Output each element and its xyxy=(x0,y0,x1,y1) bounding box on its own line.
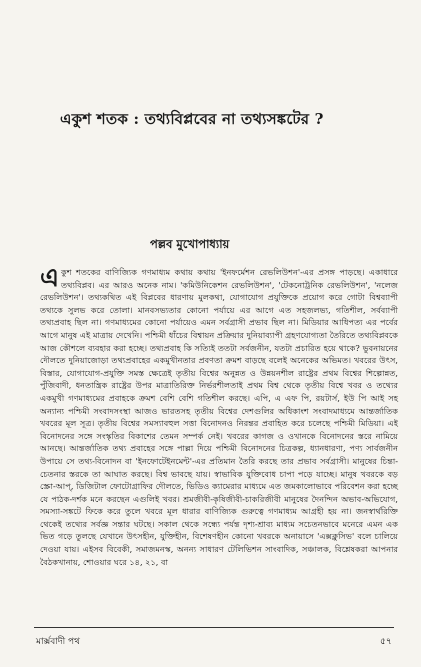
article-title: একুশ শতক : তথ্যবিপ্লবের না তথ্যসঙ্কটের ? xyxy=(60,110,324,128)
body-paragraph xyxy=(40,263,398,568)
footer-rule xyxy=(34,627,394,628)
body-text: কুশ শতকের বাণিজ্যিক গণমাধ্যম কথায় কথায় 'ইনফর্মেশন রেভলিউশন'-এর প্রসঙ্গ পাড়ছে। একাধারে তথ্যবিপ্লব। এর আরও অনেক নাম। 'কমিউনিকেশন রেভলিউশন', 'টেকনোট্রনিক রেভলিউশন', 'নলেজ রেভলিউশন'। তথ্যকথিত এই বিপ্লবের ধারণায় মুলকথা, যোগাযোগ প্রযুক্তিকে প্রয়োগ করে গোটা বিশ্বব্যাপী তথ্যকে সুলভ করে তোলা। মানবসভ্যতার কোনো পর্যায়ে এর আগে এত সহজলভ্য, গতিশীল, সর্বব্যাপী তথ্যপ্রবাহ ছিল না। গণমাধ্যমের কোনো পর্যায়েও এমন সর্বগ্রাসী প্রভাব ছিল না। মিডিয়ার আধিপত্য এর পর্বের আগে মানুষ এই মাত্রায় দেখেনি। পশ্চিমী ধাঁচের বিশ্বায়ন প্রক্রিয়ার দুনিয়াব্যাপী গ্রহণযোগ্যতা তৈরিতে তথ্যবিপ্লবকে আজ কৌশলে ব্যবহার করা হচ্ছে। তথ্যপ্রবাহ কি সত্যিই ততটা সর্বজনীন, যতটা প্রচারিত হয়ে থাকে? ভুবনায়নের দৌলতে দুনিয়াজোড়া তথ্যপ্রবাহের একমুখীনতার প্রবণতা ক্রমশ বাড়ছে বলেই অনেকের অভিমত। খবরের উৎস, বিস্তার, যোগাযোগ-প্রযুক্তি সমস্ত ক্ষেত্রেই তৃতীয় বিশ্বের অনুন্নত ও উন্নয়নশীল রাষ্ট্রের প্রথম বিশ্বের শিল্পোন্নত, পুঁজিবাদী, ধনতান্ত্রিক রাষ্ট্রের উপর মাত্রাতিরিক্ত নির্ভরশীলতাই প্রথম বিশ্ব থেকে তৃতীয় বিশ্বে খবর ও তথ্যের একমুখী গণমাধ্যমের প্রবাহকে ক্রমশ বেশি বেশি গতিশীল করছে। এপি, এ এফ পি, রয়টার্স, ইউ পি আই সহ অন্যান্য পশ্চিমী সংবাদসংস্থা আজও ভারতসহ তৃতীয় বিশ্বের দেশগুলির অধিকাংশ সংবাদমাধ্যমে আন্তর্জাতিক খবরের মূল সূত্র। তৃতীয় বিশ্বের সমস্যাবহুল সত্তা বিনোদনও নিরন্তর প্রবাহিত করে চলেছে পশ্চিমী মিডিয়া। এই বিনোদনের সঙ্গে সংস্কৃতির বিকাশের তেমন সম্পর্ক নেই। খবরের কাগজ ও ওখানকে বিনোদনের স্তরে নামিয়ে আনছে। আন্তর্জাতিক তথ্য প্রবাহের সঙ্গে পাল্লা দিয়ে পশ্চিমী বিনোদনের চিত্রকল্প, ধ্যানধারণা, পণ্য সার্বজনীন উপায়ে সে তথ্য-বিনোদন বা 'ইনফোটেইনমেন্ট'-এর প্রতিমান তৈরি করছে তার প্রভাব সর্বগ্রাসী। মানুষের চিন্তা-চেতনার স্তরকে তা আঘাত করছে। বিশ্ব ভাবছে যায়। স্বাভাবিক যুক্তিবোধ চাপা পড়ে যাচ্ছে। মানুষ খবরকে বড় স্ক্রো-আপ্, ডিজিটাল ফোটোগ্রাফির দৌলতে, ভিডিও ক্যামেরার মাধ্যমে এত জমকালোভাবে পরিবেশন করা হচ্ছে যে পাঠক-দর্শক মনে করছেন এগুলিই খবর। শ্রমজীবী-কৃষিজীবী-চাকরিজীবী মানুষের দৈনন্দিন অভাব-অভিযোগ, সমস্যা-সঙ্কটে ফিকে করে তুলে খবরে মূল ধারার বাণিজ্যিক গুরুত্বে গণমাধ্যম আগ্রহী হয় না। জনস্বার্থরিক্তি থেকেই তথ্যের সর্বজ্ঞ সন্তার ঘটছে। সকাল থেকে সন্ধ্যে পর্যন্ত দৃশ্য-শ্রাব্য মাধ্যম সচেতনভাবে মনেরে এমন এক ভিত গড়ে তুলছে যেখানে উৎসহীন, যুক্তিহীন, বিশেষণহীন কোনো খবরকে অনায়াসে 'এক্সক্লুসিভ' বলে চালিয়ে দেওয়া যায়। এইসব বিবেকী, সমাজমনস্ক, অনন্য সাধারণ টেলিভিশন সাংবাদিক, সঞ্চালক, বিশ্লেষকরা আপনার বৈঠকখানায়, শোওয়ার ঘরে ১৪, ২১, বা xyxy=(40,267,398,567)
article-body xyxy=(40,263,398,568)
drop-cap: এ xyxy=(40,263,60,292)
journal-name: মার্ক্সবাদী পথ xyxy=(36,637,80,647)
article-author: পল্লব মুখোপাধ্যায় xyxy=(150,237,230,251)
page-number: ৫৭ xyxy=(380,637,392,647)
